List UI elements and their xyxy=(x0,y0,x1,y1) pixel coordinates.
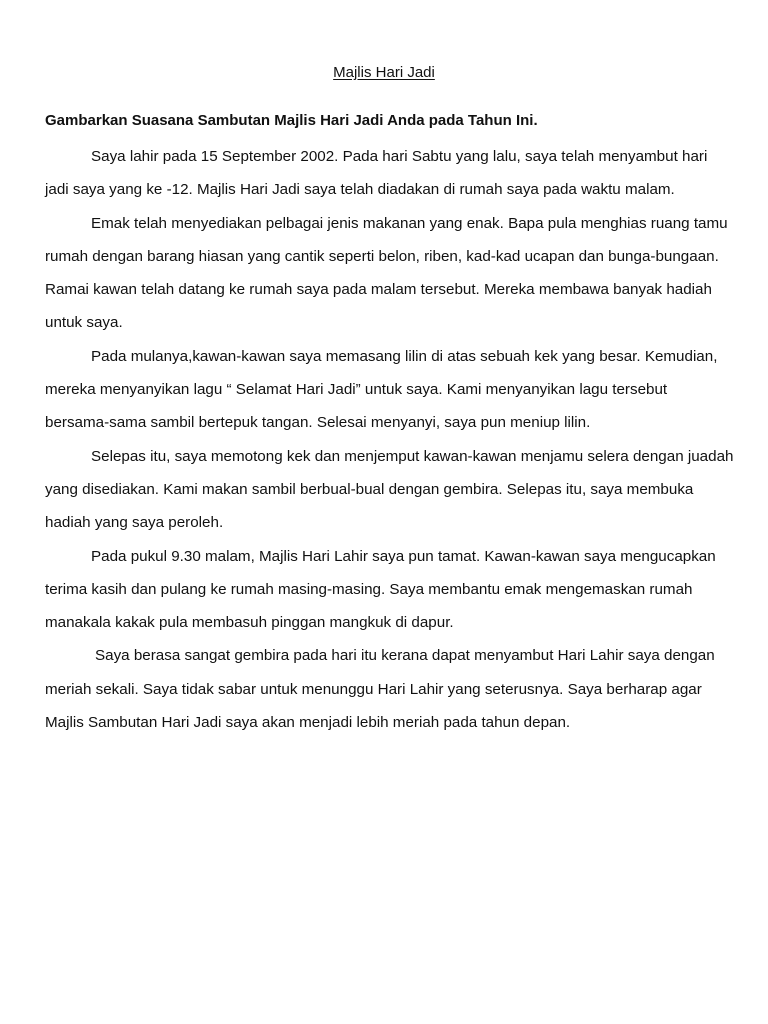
document-title: Majlis Hari Jadi xyxy=(333,64,435,81)
paragraph-2: Emak telah menyediakan pelbagai jenis makanan yang enak. Bapa pula menghias ruang tamu rumah dengan barang hiasan yang cantik seperti belon, riben, kad-kad ucapan dan bunga-bungaan. Ramai kawan telah datang ke rumah saya pada malam tersebut. Mereka membawa banyak hadiah untuk saya. xyxy=(45,214,728,332)
paragraph-4: Selepas itu, saya memotong kek dan menjemput kawan-kawan menjamu selera dengan juadah yang disediakan. Kami makan sambil berbual-bual dengan gembira. Selepas itu, saya membuka hadiah yang saya peroleh. xyxy=(45,447,734,532)
essay-body xyxy=(45,140,735,739)
paragraph-3: Pada mulanya,kawan-kawan saya memasang lilin di atas sebuah kek yang besar. Kemudian, mereka menyanyikan lagu “ Selamat Hari Jadi” untuk saya. Kami menyanyikan lagu tersebut bersama-sama sambil bertepuk tangan. Selesai menyanyi, saya pun meniup lilin. xyxy=(45,347,718,432)
paragraph-5: Pada pukul 9.30 malam, Majlis Hari Lahir saya pun tamat. Kawan-kawan saya mengucapkan terima kasih dan pulang ke rumah masing-masing. Saya membantu emak mengemaskan rumah manakala kakak pula membasuh pinggan mangkuk di dapur. xyxy=(45,547,716,632)
paragraph-1: Saya lahir pada 15 September 2002. Pada hari Sabtu yang lalu, saya telah menyambut hari jadi saya yang ke -12. Majlis Hari Jadi saya telah diadakan di rumah saya pada waktu malam. xyxy=(45,148,708,199)
essay-question: Gambarkan Suasana Sambutan Majlis Hari Jadi Anda pada Tahun Ini. xyxy=(45,112,538,129)
paragraph-6: Saya berasa sangat gembira pada hari itu kerana dapat menyambut Hari Lahir saya dengan meriah sekali. Saya tidak sabar untuk menunggu Hari Lahir yang seterusnya. Saya berharap agar Majlis Sambutan Hari Jadi saya akan menjadi lebih meriah pada tahun depan. xyxy=(45,647,715,732)
